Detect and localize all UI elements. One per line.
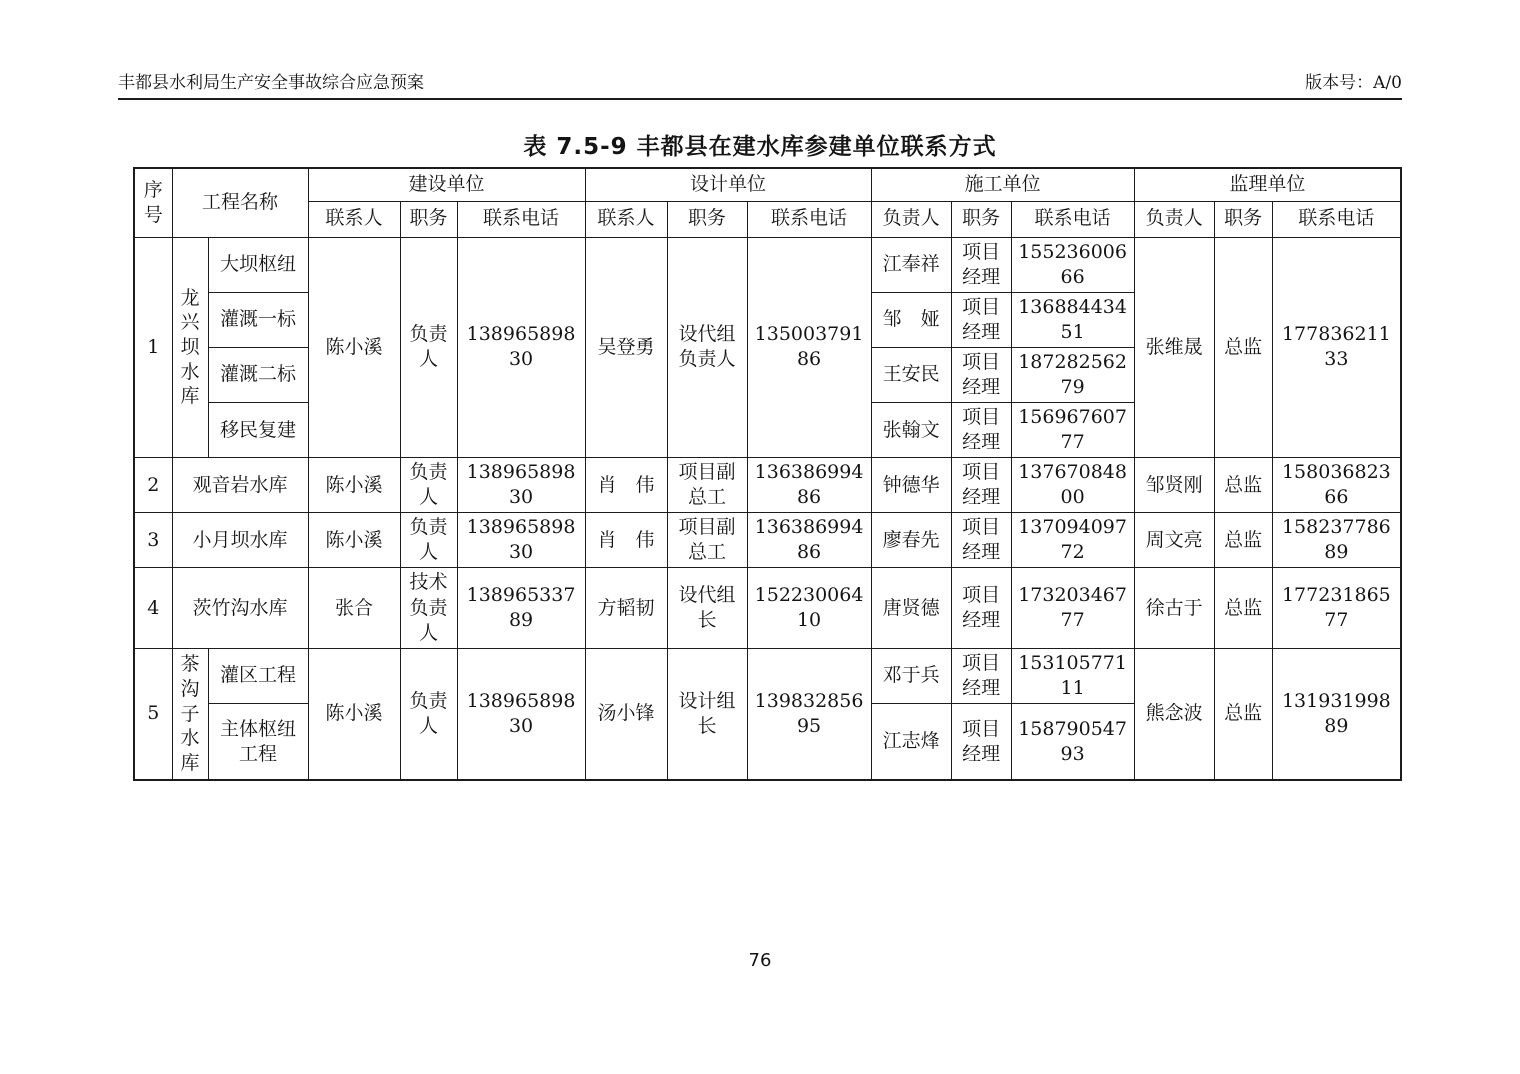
design-duty-cell: 设计组长 bbox=[667, 648, 747, 780]
subproject-cell: 灌溉一标 bbox=[208, 292, 308, 347]
design-contact-cell: 吴登勇 bbox=[585, 237, 667, 458]
build-duty-cell: 负责人 bbox=[400, 237, 457, 458]
constr-phone-cell: 15696760777 bbox=[1011, 402, 1134, 457]
constr-phone-cell: 15310577111 bbox=[1011, 648, 1134, 703]
header-duty: 职务 bbox=[951, 201, 1011, 237]
header-row-groups bbox=[134, 168, 1401, 201]
build-duty-cell: 负责人 bbox=[400, 513, 457, 568]
page-title: 表 7.5-9 丰都县在建水库参建单位联系方式 bbox=[523, 134, 997, 160]
header-left-text: 丰都县水利局生产安全事故综合应急预案 bbox=[118, 73, 424, 93]
build-phone-cell: 13896589830 bbox=[457, 458, 585, 513]
constr-duty-cell: 项目经理 bbox=[951, 402, 1011, 457]
build-contact-cell: 张合 bbox=[308, 568, 400, 648]
constr-phone-cell: 18728256279 bbox=[1011, 347, 1134, 402]
constr-phone-cell: 15879054793 bbox=[1011, 703, 1134, 780]
build-contact-cell: 陈小溪 bbox=[308, 513, 400, 568]
header-project-name: 工程名称 bbox=[172, 168, 308, 237]
table-row bbox=[134, 648, 1401, 703]
table-row bbox=[134, 513, 1401, 568]
contacts-table bbox=[133, 167, 1402, 781]
header-contact: 联系人 bbox=[308, 201, 400, 237]
constr-leader-cell: 邹 娅 bbox=[871, 292, 951, 347]
design-contact-cell: 汤小锋 bbox=[585, 648, 667, 780]
superv-phone-cell: 15803682366 bbox=[1272, 458, 1401, 513]
constr-duty-cell: 项目经理 bbox=[951, 237, 1011, 292]
superv-leader-cell: 周文亮 bbox=[1134, 513, 1214, 568]
design-phone-cell: 13638699486 bbox=[747, 458, 871, 513]
header-group-construction: 建设单位 bbox=[308, 168, 585, 201]
seq-cell: 1 bbox=[134, 237, 172, 458]
design-duty-cell: 设代组负责人 bbox=[667, 237, 747, 458]
header-version-text: 版本号：A/0 bbox=[1305, 73, 1402, 93]
superv-duty-cell: 总监 bbox=[1214, 237, 1272, 458]
header-leader: 负责人 bbox=[871, 201, 951, 237]
constr-duty-cell: 项目经理 bbox=[951, 703, 1011, 780]
design-phone-cell: 15223006410 bbox=[747, 568, 871, 648]
constr-duty-cell: 项目经理 bbox=[951, 292, 1011, 347]
design-phone-cell: 13500379186 bbox=[747, 237, 871, 458]
header-duty: 职务 bbox=[667, 201, 747, 237]
subproject-cell: 大坝枢纽 bbox=[208, 237, 308, 292]
superv-phone-cell: 15823778689 bbox=[1272, 513, 1401, 568]
superv-duty-cell: 总监 bbox=[1214, 568, 1272, 648]
header-seq: 序号 bbox=[134, 168, 172, 237]
project-name-cell: 龙兴坝水库 bbox=[172, 237, 208, 458]
constr-phone-cell: 13767084800 bbox=[1011, 458, 1134, 513]
superv-leader-cell: 张维晟 bbox=[1134, 237, 1214, 458]
constr-duty-cell: 项目经理 bbox=[951, 513, 1011, 568]
header-leader: 负责人 bbox=[1134, 201, 1214, 237]
superv-duty-cell: 总监 bbox=[1214, 458, 1272, 513]
constr-phone-cell: 15523600666 bbox=[1011, 237, 1134, 292]
project-name-cell: 茶沟子水库 bbox=[172, 648, 208, 780]
header-group-builder: 施工单位 bbox=[871, 168, 1134, 201]
constr-phone-cell: 17320346777 bbox=[1011, 568, 1134, 648]
header-row-subcolumns bbox=[134, 201, 1401, 237]
build-contact-cell: 陈小溪 bbox=[308, 458, 400, 513]
seq-cell: 5 bbox=[134, 648, 172, 780]
table-row bbox=[134, 458, 1401, 513]
constr-leader-cell: 钟德华 bbox=[871, 458, 951, 513]
build-phone-cell: 13896589830 bbox=[457, 237, 585, 458]
document-header bbox=[118, 68, 1402, 100]
constr-leader-cell: 江志烽 bbox=[871, 703, 951, 780]
superv-duty-cell: 总监 bbox=[1214, 648, 1272, 780]
build-phone-cell: 13896589830 bbox=[457, 648, 585, 780]
subproject-cell: 灌溉二标 bbox=[208, 347, 308, 402]
subproject-cell: 灌区工程 bbox=[208, 648, 308, 703]
seq-cell: 3 bbox=[134, 513, 172, 568]
design-duty-cell: 项目副总工 bbox=[667, 513, 747, 568]
design-duty-cell: 设代组长 bbox=[667, 568, 747, 648]
table-row bbox=[134, 568, 1401, 648]
constr-leader-cell: 廖春先 bbox=[871, 513, 951, 568]
constr-leader-cell: 王安民 bbox=[871, 347, 951, 402]
constr-leader-cell: 张翰文 bbox=[871, 402, 951, 457]
seq-cell: 2 bbox=[134, 458, 172, 513]
build-duty-cell: 技术负责人 bbox=[400, 568, 457, 648]
superv-phone-cell: 17723186577 bbox=[1272, 568, 1401, 648]
table-row bbox=[134, 237, 1401, 292]
design-duty-cell: 项目副总工 bbox=[667, 458, 747, 513]
header-contact: 联系人 bbox=[585, 201, 667, 237]
superv-phone-cell: 13193199889 bbox=[1272, 648, 1401, 780]
build-duty-cell: 负责人 bbox=[400, 648, 457, 780]
build-contact-cell: 陈小溪 bbox=[308, 648, 400, 780]
project-name-cell: 茨竹沟水库 bbox=[172, 568, 308, 648]
constr-leader-cell: 唐贤德 bbox=[871, 568, 951, 648]
project-name-cell: 观音岩水库 bbox=[172, 458, 308, 513]
superv-leader-cell: 徐古于 bbox=[1134, 568, 1214, 648]
build-phone-cell: 13896589830 bbox=[457, 513, 585, 568]
constr-duty-cell: 项目经理 bbox=[951, 648, 1011, 703]
project-name-cell: 小月坝水库 bbox=[172, 513, 308, 568]
header-duty: 职务 bbox=[1214, 201, 1272, 237]
constr-leader-cell: 邓于兵 bbox=[871, 648, 951, 703]
superv-leader-cell: 熊念波 bbox=[1134, 648, 1214, 780]
superv-phone-cell: 17783621133 bbox=[1272, 237, 1401, 458]
subproject-cell: 移民复建 bbox=[208, 402, 308, 457]
header-group-design: 设计单位 bbox=[585, 168, 871, 201]
constr-duty-cell: 项目经理 bbox=[951, 347, 1011, 402]
constr-leader-cell: 江奉祥 bbox=[871, 237, 951, 292]
build-contact-cell: 陈小溪 bbox=[308, 237, 400, 458]
header-group-supervision: 监理单位 bbox=[1134, 168, 1401, 201]
header-phone: 联系电话 bbox=[1011, 201, 1134, 237]
header-phone: 联系电话 bbox=[457, 201, 585, 237]
contacts-table-wrap bbox=[133, 167, 1402, 781]
header-phone: 联系电话 bbox=[1272, 201, 1401, 237]
design-contact-cell: 肖 伟 bbox=[585, 458, 667, 513]
superv-duty-cell: 总监 bbox=[1214, 513, 1272, 568]
subproject-cell: 主体枢纽工程 bbox=[208, 703, 308, 780]
constr-duty-cell: 项目经理 bbox=[951, 568, 1011, 648]
design-phone-cell: 13983285695 bbox=[747, 648, 871, 780]
constr-phone-cell: 13688443451 bbox=[1011, 292, 1134, 347]
build-phone-cell: 13896533789 bbox=[457, 568, 585, 648]
header-phone: 联系电话 bbox=[747, 201, 871, 237]
design-contact-cell: 肖 伟 bbox=[585, 513, 667, 568]
design-phone-cell: 13638699486 bbox=[747, 513, 871, 568]
seq-cell: 4 bbox=[134, 568, 172, 648]
header-duty: 职务 bbox=[400, 201, 457, 237]
constr-phone-cell: 13709409772 bbox=[1011, 513, 1134, 568]
build-duty-cell: 负责人 bbox=[400, 458, 457, 513]
page-number: 76 bbox=[748, 950, 772, 971]
constr-duty-cell: 项目经理 bbox=[951, 458, 1011, 513]
superv-leader-cell: 邹贤刚 bbox=[1134, 458, 1214, 513]
design-contact-cell: 方韬韧 bbox=[585, 568, 667, 648]
